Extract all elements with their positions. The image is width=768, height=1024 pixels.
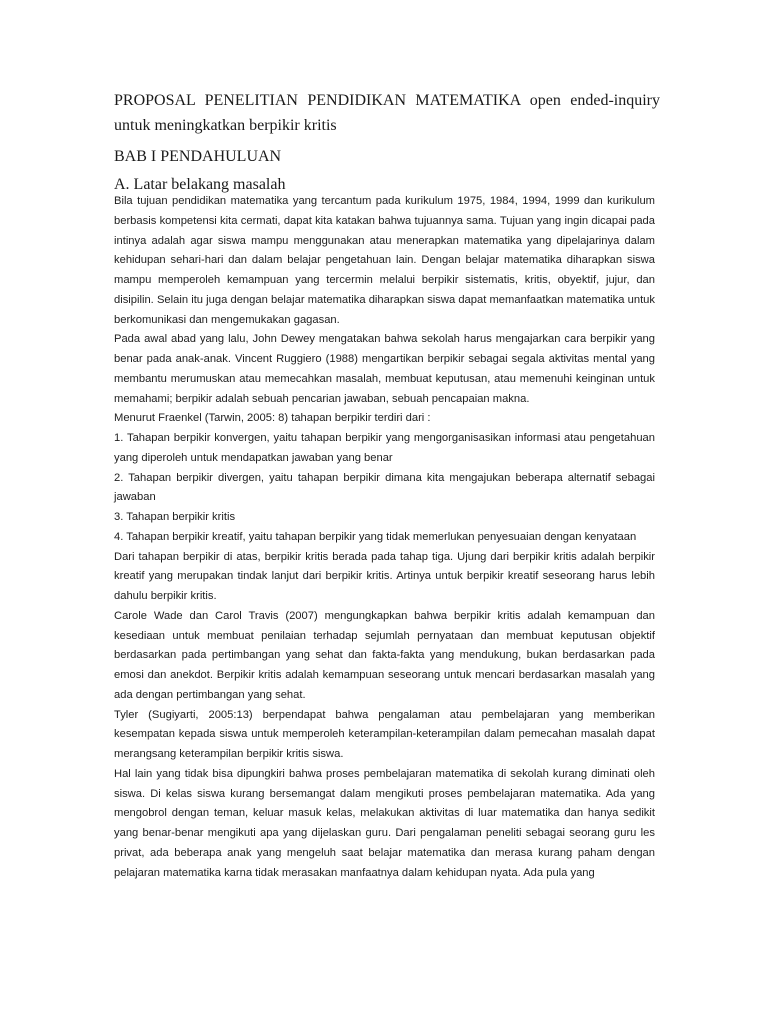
paragraph: Menurut Fraenkel (Tarwin, 2005: 8) tahapan berpikir terdiri dari :: [114, 412, 431, 425]
document-title: PROPOSAL PENELITIAN PENDIDIKAN MATEMATIKA open ended-inquiry untuk meningkatkan berpikir kritis: [114, 92, 660, 134]
section-heading: A. Latar belakang masalah: [114, 176, 286, 193]
list-item: 4. Tahapan berpikir kreatif, yaitu tahapan berpikir yang tidak memerlukan penyesuaian dengan kenyataan: [114, 530, 637, 543]
list-item: 2. Tahapan berpikir divergen, yaitu tahapan berpikir dimana kita mengajukan beberapa alternatif sebagai jawaban: [114, 471, 655, 504]
paragraph: Carole Wade dan Carol Travis (2007) mengungkapkan bahwa berpikir kritis adalah kemampuan dan kesediaan untuk membuat penilaian terhadap sejumlah pernyataan dan membuat keputusan objektif berdasarkan pada pertimbangan yang sehat dan fakta-fakta yang mendukung, bukan berdasarkan pada emosi dan anekdot. Berpikir kritis adalah kemampuan seseorang untuk mencari berdasarkan masalah yang ada dengan pertimbangan yang sehat.: [114, 609, 655, 701]
list-item: 3. Tahapan berpikir kritis: [114, 511, 236, 523]
paragraph: Tyler (Sugiyarti, 2005:13) berpendapat bahwa pengalaman atau pembelajaran yang memberikan kesempatan kepada siswa untuk memperoleh keterampilan-keterampilan dalam pemecahan masalah dapat merangsang keterampilan berpikir kritis siswa.: [114, 708, 655, 760]
paragraph: Hal lain yang tidak bisa dipungkiri bahwa proses pembelajaran matematika di sekolah kurang diminati oleh siswa. Di kelas siswa kurang bersemangat dalam mengikuti proses pembelajaran matematika. Ada yang mengobrol dengan teman, keluar masuk kelas, melakukan aktivitas di luar matematika dan hanya sedikit yang benar-benar mengikuti apa yang dijelaskan guru. Dari pengalaman peneliti sebagai seorang guru les privat, ada beberapa anak yang mengeluh saat belajar matematika dan merasa kurang paham dengan pelajaran matematika karna tidak merasakan manfaatnya dalam kehidupan nyata. Ada pula yang: [114, 767, 655, 879]
paragraph: Pada awal abad yang lalu, John Dewey mengatakan bahwa sekolah harus mengajarkan cara berpikir yang benar pada anak-anak. Vincent Ruggiero (1988) mengartikan berpikir sebagai segala aktivitas mental yang membantu merumuskan atau memecahkan masalah, membuat keputusan, atau memenuhi keinginan untuk memahami; berpikir adalah sebuah pencarian jawaban, sebuah pencapaian makna.: [114, 333, 655, 405]
chapter-heading: BAB I PENDAHULUAN: [114, 148, 282, 165]
paragraph: Dari tahapan berpikir di atas, berpikir kritis berada pada tahap tiga. Ujung dari berpikir kritis adalah berpikir kreatif yang merupakan tindak lanjut dari berpikir kritis. Artinya untuk berpikir kreatif seseorang harus lebih dahulu berpikir kritis.: [114, 550, 655, 602]
document-body: [114, 192, 655, 883]
document-header: [114, 88, 660, 196]
list-item: 1. Tahapan berpikir konvergen, yaitu tahapan berpikir yang mengorganisasikan informasi atau pengetahuan yang diperoleh untuk mendapatkan jawaban yang benar: [114, 432, 655, 464]
paragraph: Bila tujuan pendidikan matematika yang tercantum pada kurikulum 1975, 1984, 1994, 1999 dan kurikulum berbasis kompetensi kita cermati, dapat kita katakan bahwa tujuannya sama. Tujuan yang ingin dicapai pada intinya adalah agar siswa mampu menggunakan atau menerapkan matematika yang dipelajarinya dalam kehidupan sehari-hari dan dalam belajar pengetahuan lain. Dengan belajar matematika diharapkan siswa mampu memperoleh kemampuan yang tercermin melalui berpikir sistematis, kritis, obyektif, jujur, dan disipilin. Selain itu juga dengan belajar matematika diharapkan siswa dapat memanfaatkan matematika untuk berkomunikasi dan mengemukakan gagasan.: [114, 195, 655, 326]
